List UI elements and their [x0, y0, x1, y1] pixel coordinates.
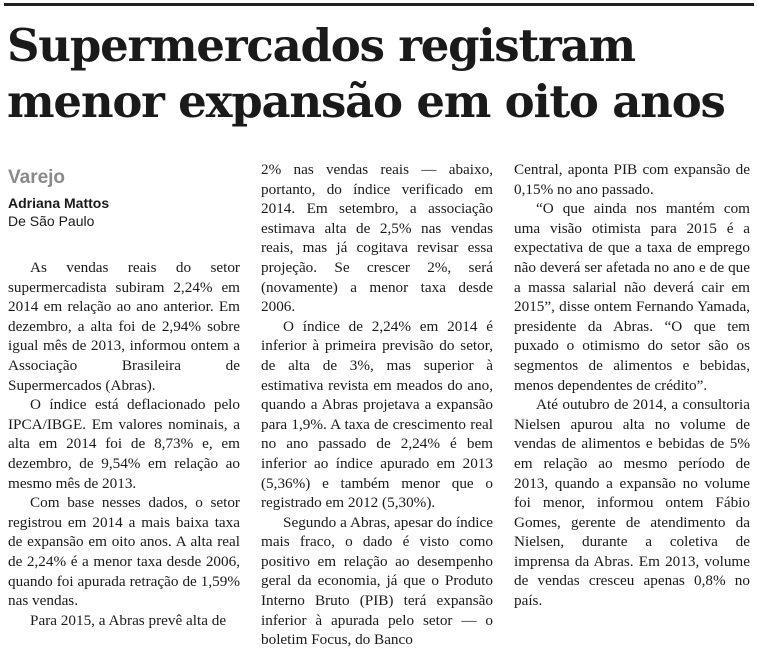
paragraph-continued: Central, aponta PIB com expansão de 0,15% no ano passado. — [514, 161, 750, 198]
section-label: Varejo — [8, 167, 66, 188]
byline-author: Adriana Mattos — [8, 195, 110, 211]
paragraph: Até outubro de 2014, a consultoria Nielsen apurou alta no volume de vendas de alimentos e bebidas de 5% em relação ao mesmo período de 2013, quando a expansão no volume foi menor, informou ontem Fábio Gomes, gerente de atendimento da Nielsen, durante a coletiva de imprensa da Abras. Em 2013, volume de vendas cresceu apenas 0,8% no país. — [514, 396, 750, 610]
paragraph: O índice está deflacionado pelo IPCA/IBGE. Em valores nominais, a alta em 2014 foi de 8,73% e, em dezembro, de 9,54% em relação ao mesmo mês de 2013. — [8, 396, 240, 492]
article-meta — [8, 166, 240, 230]
paragraph: Com base nesses dados, o setor registrou em 2014 a mais baixa taxa de expansão em oito anos. A alta real de 2,24% é a menor taxa desde 2006, quando foi apurada retração de 1,59% nas vendas. — [8, 494, 240, 610]
paragraph-continued: 2% nas vendas reais — abaixo, portanto, do índice verificado em 2014. Em setembro, a associação estimava alta de 2,5% nas vendas reais, mas já cogitava revisar essa projeção. Se crescer 2%, será (novamente) a menor taxa desde 2006. — [261, 161, 493, 316]
top-rule — [4, 3, 754, 6]
paragraph: Para 2015, a Abras prevê alta de — [30, 611, 227, 629]
paragraph: O índice de 2,24% em 2014 é inferior à primeira previsão do setor, de alta de 3%, mas superior à estimativa revista em meados do ano, quando a Abras projetava a expansão para 1,9%. A taxa de crescimento real no ano passado de 2,24% é bem inferior ao índice apurado em 2013 (5,36%) e também menor que o registrado em 2012 (5,30%). — [261, 317, 493, 512]
paragraph: Segundo a Abras, apesar do índice mais fraco, o dado é visto como positivo em relação ao desempenho geral da economia, já que o Produto Interno Bruto (PIB) terá expansão inferior à apurada pelo setor — o boletim Focus, do Banco — [261, 513, 493, 649]
column-1 — [8, 166, 240, 630]
column-1-body — [8, 258, 240, 630]
headline — [7, 18, 752, 130]
byline-location: De São Paulo — [8, 213, 95, 229]
column-3 — [514, 160, 750, 611]
paragraph: As vendas reais do setor supermercadista subiram 2,24% em 2014 em relação ao ano anterior. Em dezembro, a alta foi de 2,94% sobre igual mês de 2013, informou ontem a Associação Brasileira de Supermercados (Abras). — [8, 259, 240, 394]
column-2 — [261, 160, 493, 650]
headline-line-2: menor expansão em oito anos — [7, 75, 725, 128]
paragraph: “O que ainda nos mantém com uma visão otimista para 2015 é a expectativa de que a taxa de emprego não deverá ser afetada no ano e de que a massa salarial não deverá cair em 2015”, disse ontem Fernando Yamada, presidente da Abras. “O que tem puxado o otimismo do setor são os segmentos de alimentos e bebidas, menos dependentes de crédito”. — [514, 200, 750, 394]
headline-line-1: Supermercados registram — [7, 19, 635, 72]
